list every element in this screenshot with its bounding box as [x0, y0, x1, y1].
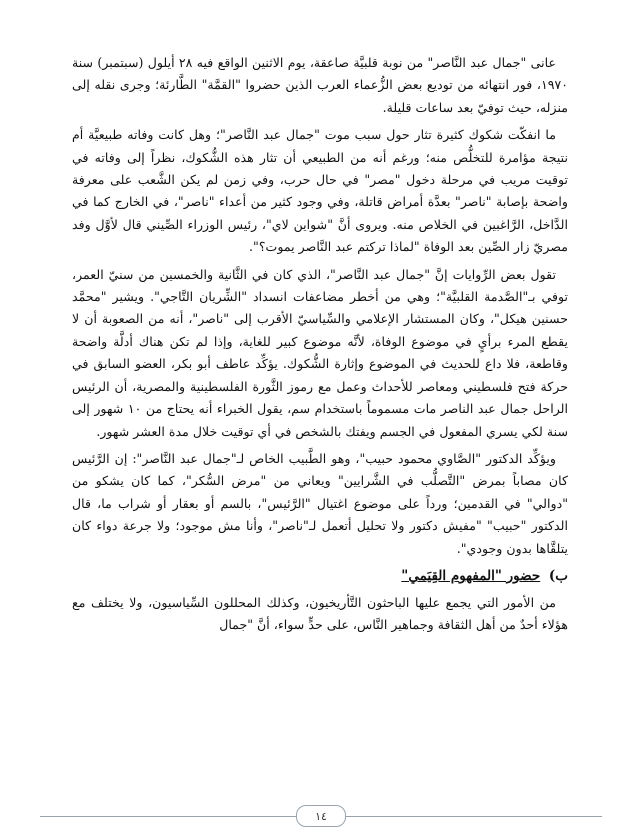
paragraph-accounts: تقول بعض الرِّوايات إنَّ "جمال عبد النَّاصر"، الذي كان في الثَّانية والخمسين من سنيّ العمر، توفي بـ"الصَّدمة القلبيَّة"؛ وهي من أخطر مضاعفات انسداد "الشِّريان التَّاجي". ويشير "محمَّد حسنين هيكل"، وكان المستشار الإعلامي والسِّياسيّ الأقرب إلى "ناصر"، أنه من الصعوبة أن لا يقطع المرء برأيٍ في موضوع الوفاة، لأنَّه موضوع كبير للغاية، وإذا لم تكن هناك أدلَّة واضحة وقاطعة، فلا داع للحديث في الموضوع وإثارة الشُّكوك. يؤكِّد عاطف أبو بكر، العضو السابق في حركة فتح فلسطيني ومعاصر للأحداث وعمل مع رموز الثَّورة الفلسطينية والمصرية، أن الرئيس الراحل جمال عبد الناصر مات مسموماً باستخدام سم، يقول الخبراء أنه يحتاج من ١٠ شهور إلى سنة لكي يسري المفعول في الجسم ويفتك بالشخص في أي توقيت خلال مدة العشر شهور.	[72, 266, 568, 439]
document-body	[72, 52, 568, 637]
page-number: ١٤	[296, 805, 346, 827]
section-title: حضور "المفهوم القِيَمي"	[401, 567, 541, 584]
paragraph-heart-attack: عانى "جمال عبد النَّاصر" من نوبة قلبيَّة صاعقة، يوم الاثنين الواقع فيه ٢٨ أيلول (سبتمبر) سنة ١٩٧٠، فور انتهائه من توديع بعض الزُّعماء العرب الذين حضروا "القمَّة" الطَّارئة؛ وجرى نقله إلى منزله، حيث توفيّ بعد ساعات قليلة.	[72, 55, 568, 115]
section-marker: ب)	[548, 567, 568, 584]
section-heading	[72, 565, 568, 587]
paragraph-closing: من الأمور التي يجمع عليها الباحثون التَّأريخيون، وكذلك المحللون السِّياسيون، ولا يختلف مع هؤلاء أحدٌ من أهل الثقافة وجماهير النَّاس، على حدٍّ سواء، أنَّ "جمال	[72, 594, 568, 633]
paragraph-doubts: ما انفكّت شكوك كثيرة تثار حول سبب موت "جمال عبد النَّاصر"؛ وهل كانت وفاته طبيعيَّة أم نتيجة مؤامرة للتخلُّص منه؛ ورغم أنه من الطبيعي أن تثار هذه الشُّكوك، نظراً إلى وفاته في توقيت مريب في مرحلة دخول "مصر" في حال حرب، وفي زمن لم يكن الشَّعب على معرفة واضحة بإصابة "ناصر" بعدَّة أمراض قاتلة، وفي وجود كثير من أعداء "ناصر"، في الخارج كما في الدَّاخل، الرَّاغبين في الخلاص منه. ويروى أنَّ "شواين لاي"، رئيس الوزراء الصِّيني قال لأوَّل وفد مصريّ زار الصِّين بعد الوفاة "لماذا تركتم عبد النَّاصر يموت؟".	[72, 127, 568, 255]
footer-rule-left	[40, 816, 296, 817]
footer-rule-right	[346, 816, 602, 817]
paragraph-doctor-testimony: ويؤكِّد الدكتور "الصَّاوي محمود حبيب"، وهو الطَّبيب الخاص لـ"جمال عبد النَّاصر": إن الرَّئيس كان مصاباً بمرض "التَّصلُّب في الشَّرايين" ويعاني من "مرض السُّكر"، كما كان يشكو من "دوالي" في القدمين؛ ورداً على موضوع اغتيال "الرَّئيس"، بالسم أو بعقار أو شراب ما، قال الدكتور "حبيب" "مفيش دكتور ولا تحليل أتعمل لـ"ناصر"، وأنا مش موجود؛ ولا جرعة دواء كان يتلقَّاها بدون وجودي".	[72, 450, 568, 556]
